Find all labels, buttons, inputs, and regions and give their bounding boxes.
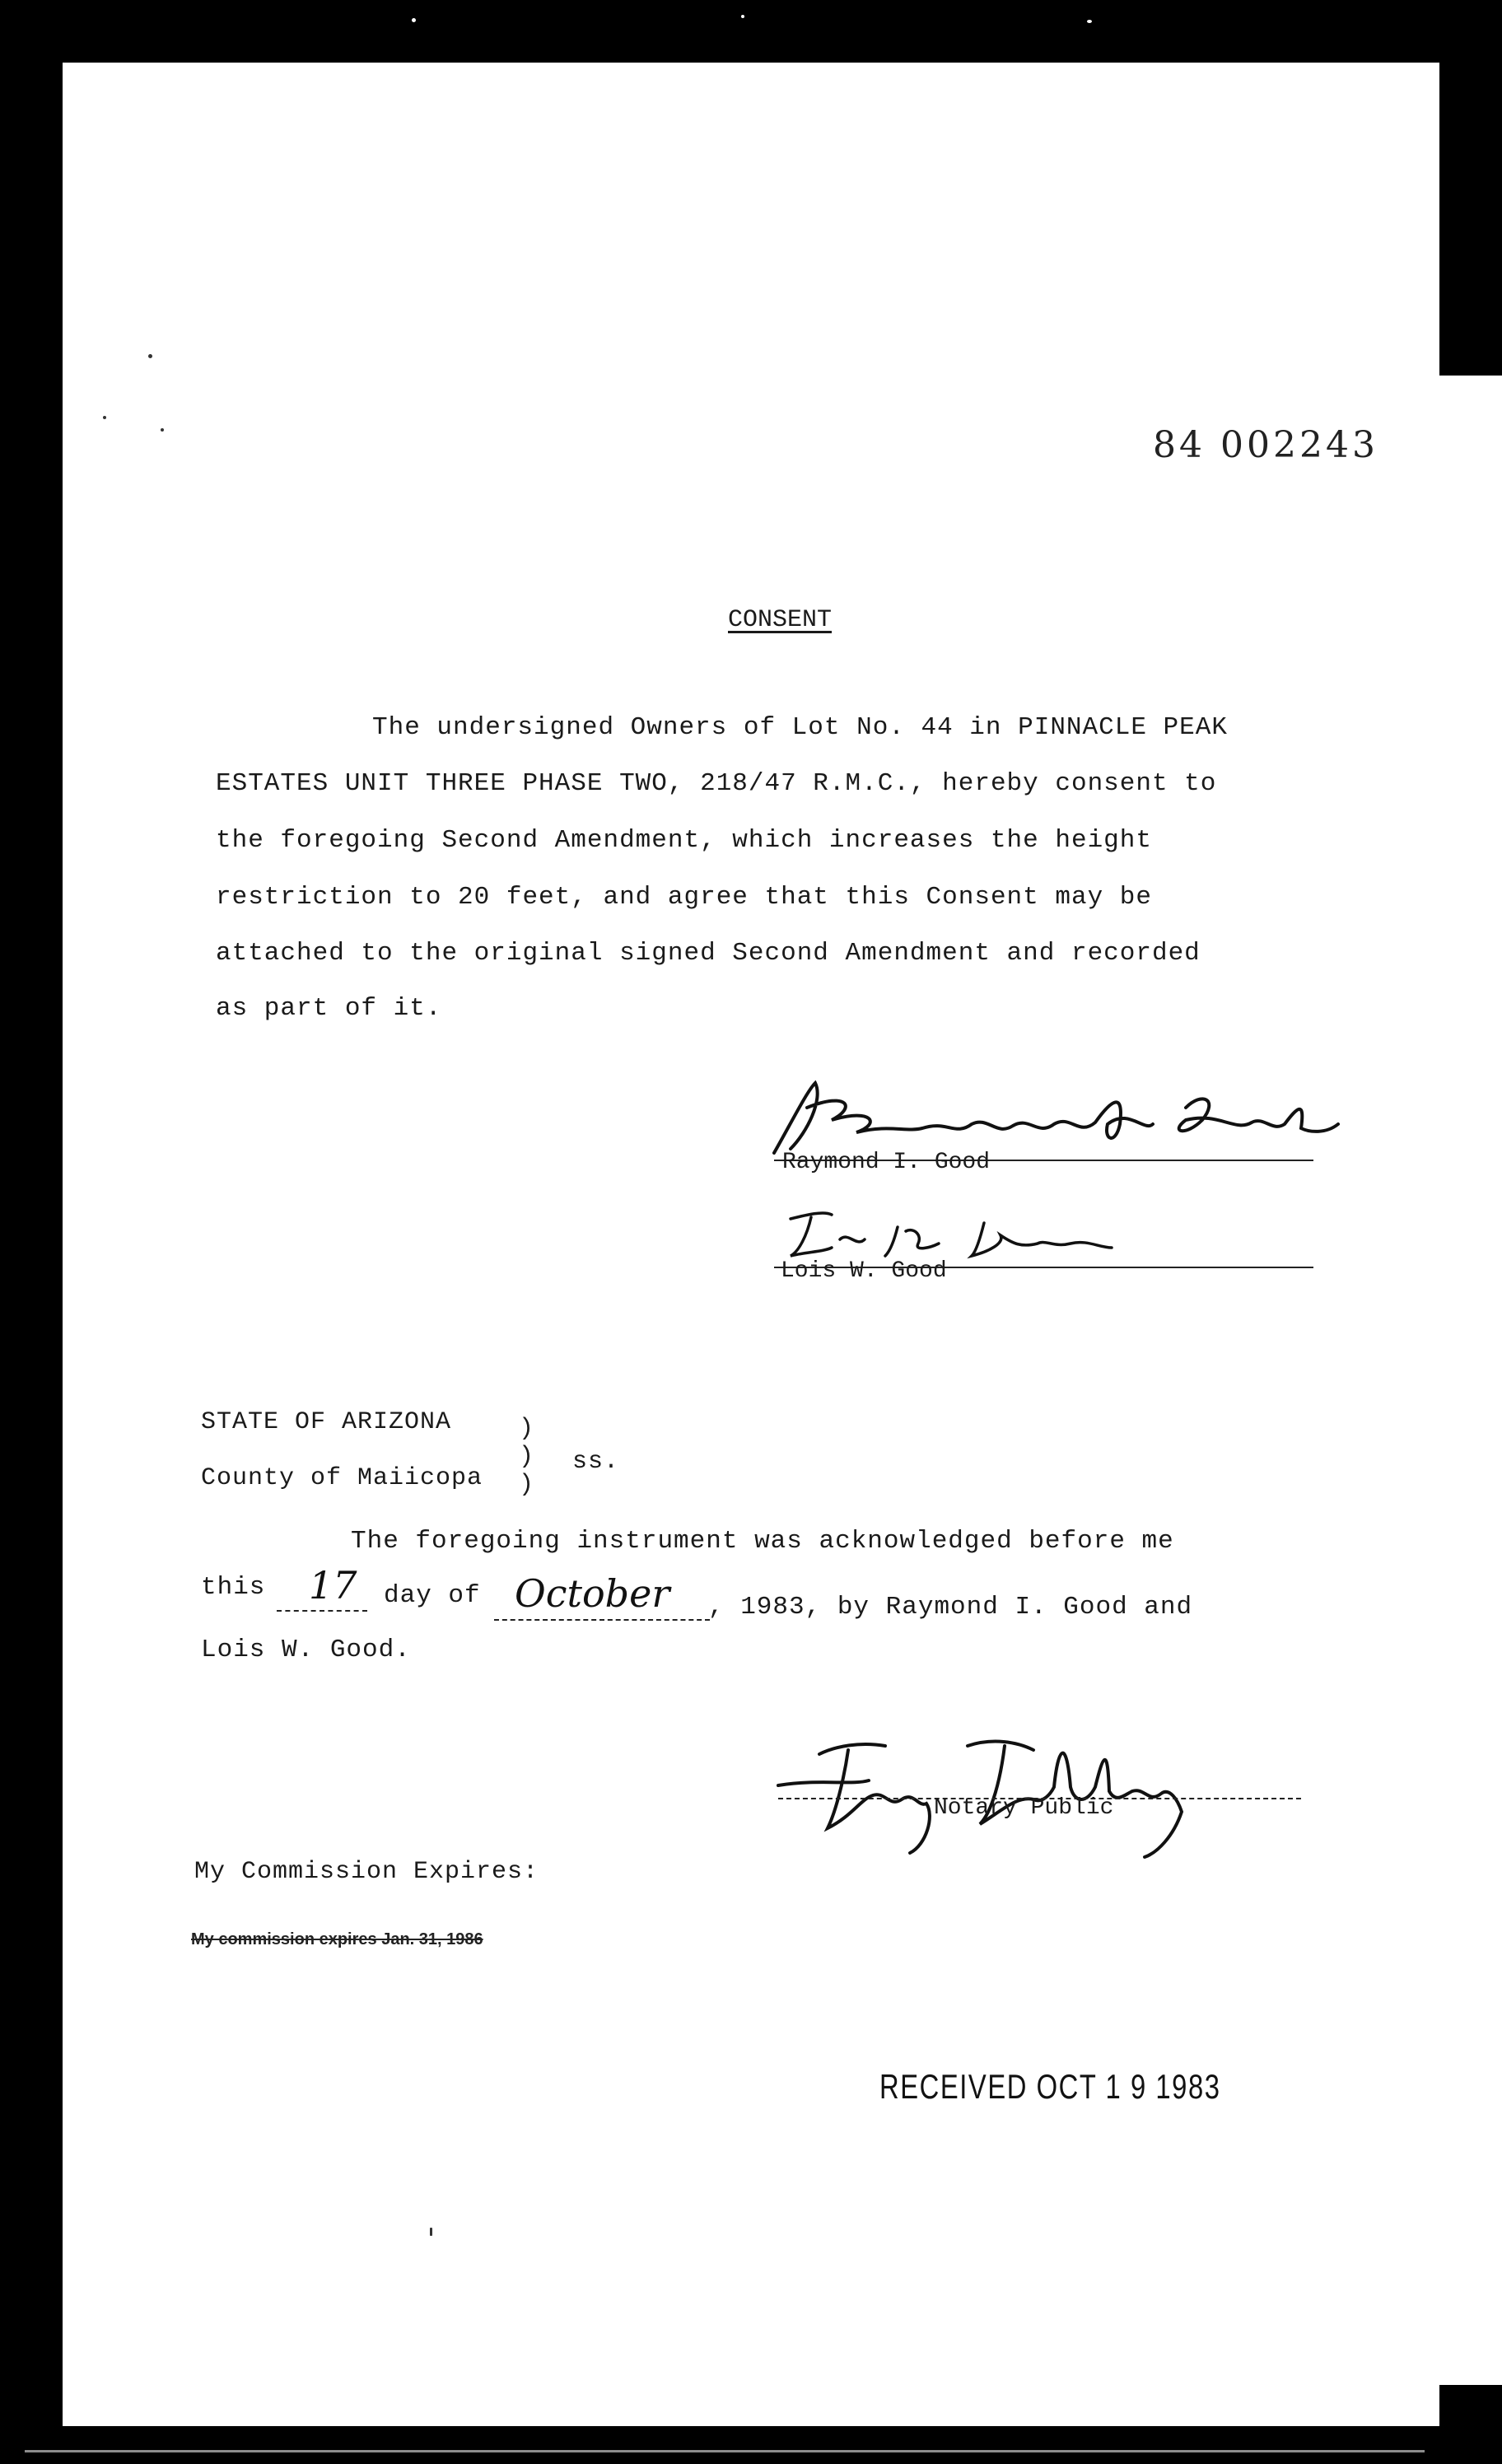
scan-edge-streak bbox=[25, 2450, 1425, 2452]
signer-name: Raymond I. Good bbox=[782, 1150, 991, 1175]
day-blank-line bbox=[277, 1610, 367, 1612]
acknowledgment-month: October bbox=[515, 1571, 670, 1616]
scan-speck bbox=[741, 15, 744, 18]
month-blank-line bbox=[494, 1619, 710, 1621]
acknowledgment-day: 17 bbox=[309, 1563, 357, 1608]
scan-speck bbox=[148, 354, 152, 358]
scan-speck bbox=[161, 428, 164, 432]
body-line: The undersigned Owners of Lot No. 44 in PINNACLE PEAK bbox=[372, 713, 1228, 742]
scan-speck bbox=[1087, 20, 1092, 23]
scan-speck bbox=[412, 18, 416, 22]
commission-label: My Commission Expires: bbox=[194, 1858, 539, 1886]
venue-bracket: ) bbox=[519, 1471, 535, 1499]
acknowledgment-line: Lois W. Good. bbox=[201, 1636, 411, 1664]
received-stamp: RECEIVED OCT 1 9 1983 bbox=[879, 2067, 1221, 2106]
acknowledgment-this: this bbox=[201, 1573, 266, 1602]
signer-name: Lois W. Good bbox=[781, 1258, 947, 1284]
acknowledgment-rest: , 1983, by Raymond I. Good and bbox=[708, 1593, 1193, 1622]
acknowledgment-day-of: day of bbox=[384, 1581, 481, 1610]
body-line: ESTATES UNIT THREE PHASE TWO, 218/47 R.M.C., hereby consent to bbox=[216, 769, 1217, 798]
document-title: CONSENT bbox=[728, 606, 833, 634]
body-line: the foregoing Second Amendment, which increases the height bbox=[216, 826, 1152, 855]
page-edge bbox=[1439, 376, 1502, 2385]
notary-label: Notary Public bbox=[934, 1795, 1114, 1821]
venue-county: County of Maiicopa bbox=[201, 1464, 483, 1492]
venue-bracket: ) bbox=[519, 1443, 535, 1471]
document-number: 84 002243 bbox=[1153, 424, 1378, 466]
document-page bbox=[63, 63, 1439, 2426]
notary-signature bbox=[770, 1721, 1231, 1861]
venue-ss: ss. bbox=[572, 1448, 620, 1476]
body-line: as part of it. bbox=[216, 994, 442, 1023]
acknowledgment-line: The foregoing instrument was acknowledged before me bbox=[351, 1527, 1174, 1556]
body-line: restriction to 20 feet, and agree that this Consent may be bbox=[216, 883, 1152, 912]
commission-expiry-stamp: My commission expires Jan. 31, 1986 bbox=[191, 1930, 483, 1948]
scan-speck bbox=[103, 416, 106, 419]
scan-speck bbox=[430, 2228, 432, 2236]
venue-state: STATE OF ARIZONA bbox=[201, 1408, 452, 1436]
body-line: attached to the original signed Second Amendment and recorded bbox=[216, 939, 1201, 968]
venue-bracket: ) bbox=[519, 1415, 535, 1443]
